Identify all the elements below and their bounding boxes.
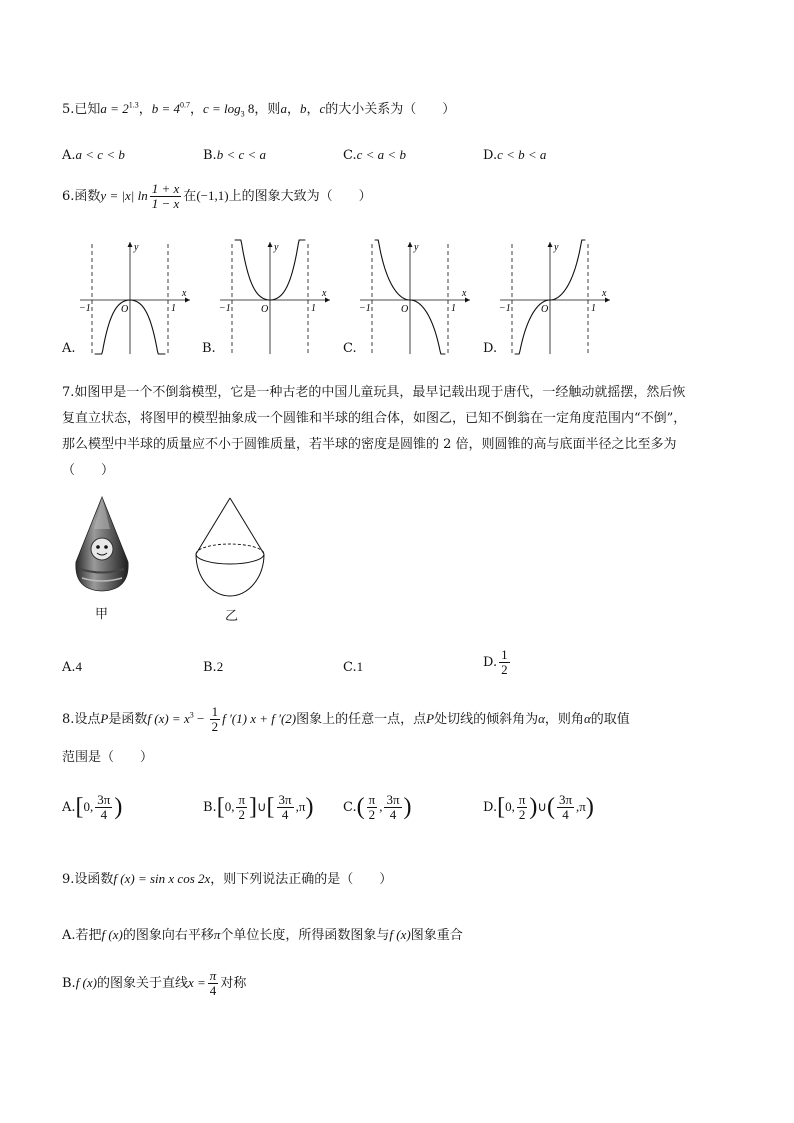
option-text: ,π bbox=[576, 799, 586, 814]
q8-func: f (x) = x bbox=[147, 711, 190, 726]
frac-den: 4 bbox=[562, 807, 569, 822]
q5-exp-b: 0.7 bbox=[180, 100, 190, 110]
q8-text: 图象上的任意一点，点 bbox=[296, 712, 427, 727]
q6-graph-a bbox=[80, 238, 195, 356]
frac-den: 2 bbox=[238, 807, 245, 822]
union-symbol: ∪ bbox=[537, 799, 547, 814]
option-text: b < c < a bbox=[216, 147, 267, 162]
q9-text: ，则下列说法正确的是（ ） bbox=[210, 872, 393, 887]
option-label: C. bbox=[343, 148, 357, 163]
q6-stem bbox=[62, 182, 372, 211]
frac-den: 4 bbox=[389, 807, 397, 822]
origin-label: O bbox=[541, 304, 549, 315]
bracket: ) bbox=[305, 794, 314, 820]
option-text: 个单位长度，所得函数图象与 bbox=[220, 928, 390, 943]
y-axis-arrow bbox=[548, 242, 553, 247]
q5-expr-c2: 8 bbox=[244, 101, 255, 116]
q7-option-d[interactable] bbox=[483, 648, 512, 677]
bracket: ) bbox=[585, 794, 594, 820]
frac-den: 2 bbox=[368, 807, 376, 822]
q6-expr: y = |x| ln bbox=[100, 188, 148, 203]
tick-label-neg1: −1 bbox=[499, 303, 511, 314]
option-label: A. bbox=[62, 800, 76, 815]
frac-num: π bbox=[238, 792, 246, 807]
x-axis-label: x bbox=[322, 288, 327, 299]
y-axis-arrow bbox=[408, 242, 413, 247]
q5-number: 5. bbox=[62, 102, 75, 117]
q8-var: α bbox=[583, 711, 591, 726]
tick-label-neg1: −1 bbox=[359, 303, 371, 314]
option-pi: π bbox=[213, 927, 221, 942]
option-expr: x = bbox=[188, 975, 206, 990]
cone-hemisphere-figure bbox=[190, 496, 270, 606]
bracket: [ bbox=[216, 794, 225, 820]
q5-option-d[interactable] bbox=[483, 147, 546, 163]
q5-sep: ， bbox=[190, 102, 204, 117]
bracket: [ bbox=[75, 794, 84, 820]
q5-text: ，则 bbox=[254, 102, 281, 117]
q5-option-a[interactable] bbox=[62, 147, 125, 163]
q6-option-c[interactable]: C. bbox=[343, 341, 357, 356]
option-func: f (x) bbox=[389, 927, 411, 942]
q7-option-c[interactable] bbox=[343, 659, 363, 675]
q6-option-d[interactable]: D. bbox=[483, 341, 498, 356]
option-label: B. bbox=[203, 148, 217, 163]
bracket: ( bbox=[546, 794, 555, 820]
option-label: D. bbox=[483, 800, 498, 815]
q5-var: a bbox=[280, 101, 287, 116]
tick-label-neg1: −1 bbox=[79, 303, 91, 314]
q5-stem bbox=[62, 98, 455, 119]
figure-a-label: 甲 bbox=[95, 607, 109, 622]
option-label: C. bbox=[343, 660, 357, 675]
option-label: A. bbox=[62, 148, 76, 163]
tick-label-1: 1 bbox=[311, 303, 316, 314]
q6-graph-c bbox=[360, 238, 475, 356]
option-label: B. bbox=[62, 976, 76, 991]
option-text: 4 bbox=[75, 659, 83, 674]
q6-graph-d bbox=[500, 238, 615, 356]
option-text: 0, bbox=[224, 799, 235, 814]
q9-func: f (x) = sin x cos 2x bbox=[113, 871, 211, 886]
option-text: 0, bbox=[505, 799, 515, 814]
option-text: 2 bbox=[216, 659, 224, 674]
option-text: c < a < b bbox=[356, 147, 406, 162]
q5-sub-c: 3 bbox=[240, 109, 245, 119]
origin-label: O bbox=[401, 304, 409, 315]
q6-text: 在 bbox=[183, 189, 197, 204]
x-axis-label: x bbox=[462, 288, 467, 299]
frac-num: 3π bbox=[386, 792, 400, 807]
q8-text: ，则角 bbox=[544, 712, 584, 727]
q9-option-a[interactable] bbox=[62, 924, 463, 943]
q6-text: 上的图象大致为（ ） bbox=[228, 189, 372, 204]
option-text: 图象重合 bbox=[410, 928, 463, 943]
bracket: [ bbox=[497, 794, 506, 820]
bracket: ) bbox=[114, 794, 123, 820]
q7-line-4: （ ） bbox=[62, 463, 115, 478]
q8-var: P bbox=[100, 711, 109, 726]
x-axis-label: x bbox=[182, 288, 187, 299]
q8-var: α bbox=[538, 711, 545, 726]
frac-den: 4 bbox=[281, 807, 289, 822]
union-symbol: ∪ bbox=[257, 799, 267, 814]
frac-num: π bbox=[518, 792, 526, 807]
q5-var: c bbox=[319, 101, 326, 116]
q6-interval: (−1,1) bbox=[196, 188, 229, 203]
frac-num: 1 bbox=[501, 647, 508, 662]
q6-fraction bbox=[150, 182, 182, 211]
q5-expr-a: a = 2 bbox=[100, 101, 129, 116]
y-axis-arrow bbox=[128, 242, 133, 247]
q6-option-a[interactable]: A. bbox=[62, 341, 76, 356]
q6-number: 6. bbox=[62, 189, 75, 204]
q8-option-b[interactable] bbox=[203, 793, 313, 822]
option-text: c < b < a bbox=[497, 147, 547, 162]
option-text: 1 bbox=[356, 659, 364, 674]
q5-option-b[interactable] bbox=[203, 147, 266, 163]
q5-text: 已知 bbox=[74, 102, 101, 117]
q5-sep: ， bbox=[138, 102, 152, 117]
x-axis-label: x bbox=[602, 288, 607, 299]
q6-text: 函数 bbox=[74, 189, 101, 204]
y-axis-label: y bbox=[414, 242, 419, 253]
frac-num: 3π bbox=[97, 792, 111, 807]
frac-den: 2 bbox=[518, 807, 526, 822]
option-func: f (x) bbox=[101, 927, 123, 942]
option-text: 的图象关于直线 bbox=[96, 976, 188, 991]
q8-minus: − bbox=[193, 711, 208, 726]
q9-stem bbox=[62, 868, 392, 887]
q7-option-b[interactable] bbox=[203, 659, 223, 675]
frac-den: 4 bbox=[100, 807, 108, 822]
option-label: B. bbox=[203, 800, 217, 815]
frac-num: 3π bbox=[278, 792, 292, 807]
q9-option-b[interactable] bbox=[62, 969, 246, 998]
bracket: [ bbox=[266, 794, 275, 820]
option-text: 对称 bbox=[220, 976, 247, 991]
option-label: A. bbox=[62, 660, 76, 675]
q9-number: 9. bbox=[62, 872, 75, 887]
frac-den: 4 bbox=[209, 983, 217, 998]
bracket: ) bbox=[403, 794, 412, 820]
option-text: 的图象向右平移 bbox=[122, 928, 214, 943]
figure-b-label: 乙 bbox=[225, 609, 239, 624]
q5-sep: ， bbox=[286, 102, 300, 117]
frac-den: 2 bbox=[501, 662, 508, 677]
q6-graph-b bbox=[220, 238, 335, 356]
frac-den: 2 bbox=[211, 719, 219, 734]
tick-label-neg1: −1 bbox=[219, 303, 231, 314]
q5-sep: ， bbox=[306, 102, 320, 117]
option-text: , bbox=[379, 799, 383, 814]
tick-label-1: 1 bbox=[171, 303, 176, 314]
bracket: ] bbox=[249, 794, 258, 820]
frac-num: π bbox=[209, 968, 217, 983]
q5-text: 的大小关系为（ ） bbox=[325, 102, 456, 117]
option-label: C. bbox=[343, 800, 357, 815]
q9-text: 设函数 bbox=[74, 872, 114, 887]
q7-line-2: 复直立状态，将图甲的模型抽象成一个圆锥和半球的组合体，如图乙，已知不倒翁在一定角度范围内“不倒”， bbox=[62, 411, 687, 426]
bracket: ) bbox=[529, 794, 538, 820]
q7-line-1: 7.如图甲是一个不倒翁模型，它是一种古老的中国儿童玩具，最早记载出现于唐代，一经触动就摇摆，然后恢 bbox=[62, 385, 686, 400]
bracket: ( bbox=[356, 794, 365, 820]
frac-num: 1 bbox=[211, 704, 219, 719]
q8-text: 是函数 bbox=[108, 712, 148, 727]
q5-option-c[interactable] bbox=[343, 147, 406, 163]
frac-num: π bbox=[368, 792, 376, 807]
q5-exp-a: 1.3 bbox=[128, 100, 139, 110]
y-axis-arrow bbox=[268, 242, 273, 247]
option-func: f (x) bbox=[75, 975, 97, 990]
q6-frac-den: 1 − x bbox=[151, 196, 180, 211]
y-axis-label: y bbox=[274, 242, 279, 253]
q8-var: P bbox=[426, 711, 435, 726]
origin-label: O bbox=[121, 304, 129, 315]
option-text: a < c < b bbox=[75, 147, 125, 162]
q8-option-d[interactable] bbox=[483, 793, 594, 822]
q8-func: f ′(1) x + f ′(2) bbox=[222, 711, 297, 726]
tumbler-photo bbox=[72, 494, 132, 594]
q8-number: 8. bbox=[62, 712, 75, 727]
option-label: D. bbox=[483, 655, 498, 670]
q5-var: b bbox=[299, 101, 307, 116]
q8-exp: 3 bbox=[189, 710, 194, 720]
q8-line-2: 范围是（ ） bbox=[62, 750, 154, 765]
tick-label-1: 1 bbox=[451, 303, 456, 314]
q8-text: 处切线的倾斜角为 bbox=[434, 712, 539, 727]
q8-stem bbox=[62, 705, 630, 734]
q6-option-b[interactable]: B. bbox=[202, 341, 216, 356]
option-label: A. bbox=[62, 928, 76, 943]
option-text: ,π bbox=[295, 799, 306, 814]
q8-option-a[interactable] bbox=[62, 793, 122, 822]
q7-line-3: 那么模型中半球的质量应不小于圆锥质量，若半球的密度是圆锥的 2 倍，则圆锥的高与底面半径之比至多为 bbox=[62, 437, 677, 452]
q6-frac-num: 1 + x bbox=[151, 181, 180, 196]
y-axis-label: y bbox=[554, 242, 559, 253]
q8-text: 设点 bbox=[74, 712, 101, 727]
q8-option-c[interactable] bbox=[343, 793, 412, 822]
q7-option-a[interactable] bbox=[62, 659, 82, 675]
origin-label: O bbox=[261, 304, 269, 315]
q8-text: 的取值 bbox=[590, 712, 630, 727]
option-label: D. bbox=[483, 148, 498, 163]
option-text: 0, bbox=[83, 799, 94, 814]
option-label: B. bbox=[203, 660, 217, 675]
q5-expr-c: c = log bbox=[203, 101, 241, 116]
y-axis-label: y bbox=[134, 242, 139, 253]
frac-num: 3π bbox=[558, 792, 573, 807]
option-text: 若把 bbox=[75, 928, 102, 943]
tick-label-1: 1 bbox=[591, 303, 596, 314]
q5-expr-b: b = 4 bbox=[151, 101, 180, 116]
